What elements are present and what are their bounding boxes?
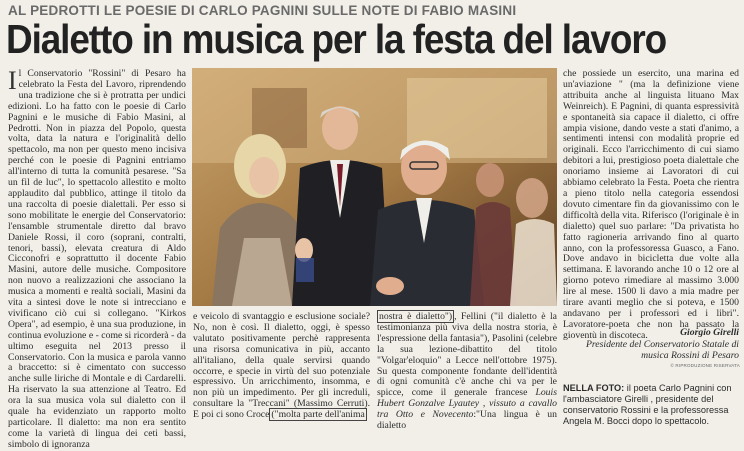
column-3-italic: Louis Hubert Gonzalve Lyautey , vissuto a cavallo tra Otto e Novecento <box>377 387 557 421</box>
boxed-quote-end: nostra è dialetto") <box>379 311 453 322</box>
article-headline: Dialetto in musica per la festa del lavoro <box>6 16 667 62</box>
caption-text: il poeta Carlo Pagnini con l'ambasciatore Girelli , presidente del conservatorio Rossini e la professoressa Angela M. Bocci dopo lo spettacolo. <box>563 383 732 426</box>
column-4-text: che possiede un esercito, una marina ed un'aviazione " (ma la definizione viene attribuita anche al linguista lituano Max Weinreich). E Pagnini, di quanta espressività e spontaneità sia capace il dialetto, ci offre ampia visione, dando veste a stati d'animo, a sentimenti intensi con modalità proprie ed originali. Ecco l'arricchimento di cui siamo debitori a lui, prestigioso poeta dialettale che onoriamo insieme ai Lavoratori di cui abbiamo celebrato la Festa. Poeta che rientra a pieno titolo nella categoria essendosi dovuto cimentare fin da giovanissimo con le difficoltà della vita. Riferisco (l'originale è in dialetto) quel suo parlare: "Da privatista ho fatto ragioneria arrivando fino al quarto anno, con la professoressa Guasco, a Fano. Dove andavo in bicicletta due volte alla settimana. E lavorando anche 10 o 12 ore al giorno potevo rimediare al massimo 3.000 lire al mese. 1500 li davo a mia madre per tirare avanti meglio che si poteva, e 1500 andavano per i professori ed i libri". Lavoratore-poeta che non ha passato la gioventù in discoteca. <box>563 68 739 341</box>
column-1-text: l Conservatorio "Rossini" di Pesaro ha celebrato la Festa del Lavoro, riprendendo una tradizione che si è protratta per undici edizioni. Lo ha fatto con le poesie di Carlo Pagnini e le musiche di Fabio Masini, al Pedrotti. Non in piazza del Popolo, questa volta, data la natura e l'originalità dello spettacolo, ma non per questo meno incisiva perché con le poesie di Pagnini entriamo all'interno di tutta la comunità pesarese. "Sa un fil de luc", lo spettacolo allestito e molto applaudito dal pubblico, attinge il titolo da una raccolta di poesie dialettali. Per esso si sono mobilitate le energie del Conservatorio: l'ensamble strumentale diretto dal bravo Daniele Rossi, il coro (soprani, contralti, tenori, bassi), elevata creatura di Aldo Cicconofri e soprattutto il docente Fabio Masini, autore delle musiche. Compositore non nuovo a realizzazioni che associano la musica a momenti e realtà sociali, Masini da vita a sintesi dove le note si intrecciano e vivificano ciò cui si collegano. "Kirkos Opera", ad esempio, è una sua produzione, in continua evoluzione e - come si ricorderà - da ultimo eseguita nel 2013 presso il Conservatorio. Con la musica e parola vanno a braccetto: si è cimentato con successo anche sulle liriche di Montale e di Cardarelli. Ha riservato la sua attenzione al Teatro. Ed ora la sua musica vola sul dialetto con il quale ha evidenziato un rapporto molto particolare. Il dialetto: ma non era sentito come la varietà di lingua dei ceti bassi, simbolo di ignoranza <box>8 68 186 450</box>
column-3-text-a: , Fellini ("il dialetto è la testimonianza più viva della nostra storia, è l'espressione della fantasia"), Pasolini (celebre la sua lezione-dibattito del titolo "Volgar'eloquio" a Lecce nell'ottobre 1975). Su questa componente fondante dell'identità di ogni comunità c'è anche chi va per le spicce, come il generale francese <box>377 311 557 399</box>
article-column-1 <box>8 66 186 450</box>
caption-label: NELLA FOTO: <box>563 383 625 393</box>
drop-cap: I <box>8 66 17 95</box>
author-name: Giorgio Girelli <box>680 327 739 338</box>
copyright-notice: © RIPRODUZIONE RISERVATA <box>670 363 740 368</box>
author-signature <box>563 327 739 362</box>
article-column-3 <box>377 312 557 437</box>
photo-illustration <box>192 68 557 306</box>
article-photo <box>192 68 557 306</box>
photo-caption <box>563 383 741 427</box>
article-column-2 <box>193 312 370 437</box>
boxed-quote-start: ("molta parte dell'anima <box>271 409 365 421</box>
column-2-text: e veicolo di svantaggio e esclusione sociale? No, non è così. Il dialetto, oggi, è spesso valutato positivamente perchè rappresenta una risorsa comunicativa in più, accanto all'italiano, della quale servirsi quando occorre, e specie in virtù del suo potenziale espressivo. Un arricchimento, insomma, e non più un impedimento. Per gli increduli, consultare la "Treccani" (Massimo Cerruti). E poi ci sono Croce <box>193 311 370 421</box>
article-kicker: AL PEDROTTI LE POESIE DI CARLO PAGNINI SULLE NOTE DI FABIO MASINI <box>8 3 517 18</box>
column-3-text-b: :"Una lingua è un dialetto <box>377 409 557 432</box>
author-role: Presidente del Conservatorio Statale di musica Rossini di Pesaro <box>585 338 739 361</box>
